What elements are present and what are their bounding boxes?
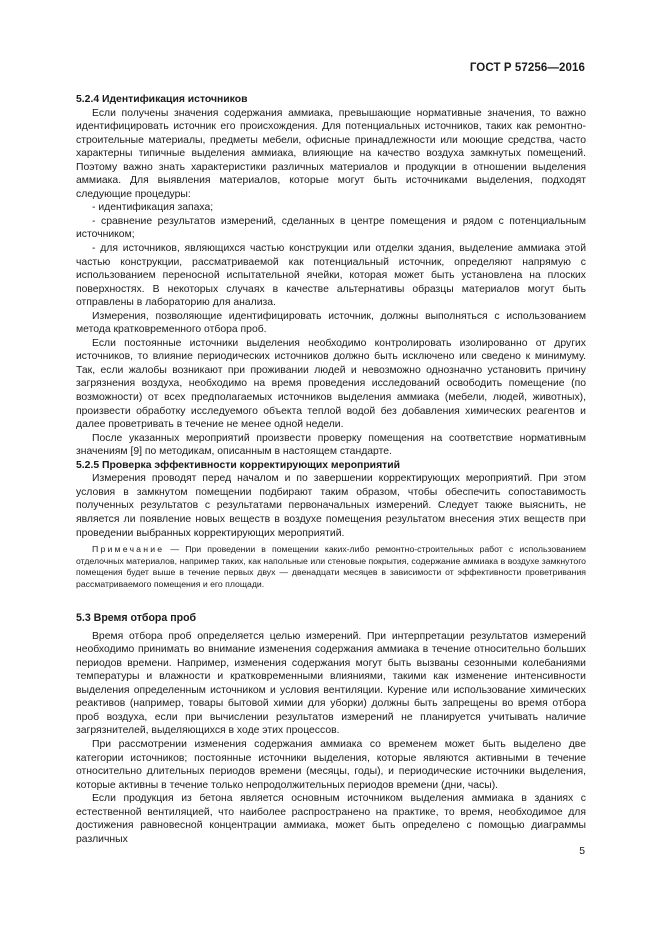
paragraph: Если постоянные источники выделения необходимо контролировать изолированно от других источников, то влияние периодических источников должно быть исключено или сведено к минимуму. Так, если жалобы возникают при проживании людей и невозможно однозначно установить причину загрязнения воздуха, необходимо на время проведения исследований освободить помещение (по возможности) от всех предполагаемых источников выделения аммиака (мебели, людей, животных), произвести обработку исследуемого объекта теплой водой без добавления химических реагентов и далее проветривать в течение не менее одной недели. — [76, 337, 586, 431]
list-item: - для источников, являющихся частью конструкции или отделки здания, выделение аммиака этой частью конструкции, рассматриваемой как потенциальный источник, определяют напрямую с использованием переносной испытательной ячейки, которая может быть установлена на плоских поверхностях. В некоторых случаях в качестве альтернативы образцы материалов могут быть отправлены в лабораторию для анализа. — [76, 243, 586, 309]
section-title-5-2-5: 5.2.5 Проверка эффективности корректирующих мероприятий — [76, 459, 400, 471]
standard-id: ГОСТ Р 57256—2016 — [469, 62, 585, 74]
paragraph: После указанных мероприятий произвести проверку помещения на соответствие нормативным значениям [9] по методикам, описанным в настоящем стандарте. — [76, 432, 586, 458]
list-item: - сравнение результатов измерений, сделанных в центре помещения и рядом с потенциальным источником; — [76, 215, 586, 241]
note — [76, 544, 586, 590]
paragraph: Время отбора проб определяется целью измерений. При интерпретации результатов измерений необходимо принимать во внимание изменения содержания аммиака в течение относительно больших периодов времени. Например, изменения содержания могут быть вызваны сезонными колебаниями температуры и влажности и кратковременными влияниями, такими как изменение интенсивности выделения определенным источником и условия вентиляции. Курение или использование химических реактивов (например, товары бытовой химии для уборки) должны быть запрещены во время отбора проб воздуха, если при вычислении результатов измерений не планируется учитывать наличие загрязнителей, выделяющихся в ходе этих процессов. — [76, 630, 586, 737]
section-title-5-3: 5.3 Время отбора проб — [76, 612, 197, 625]
list-item: - идентификация запаха; — [92, 202, 214, 214]
paragraph: При рассмотрении изменения содержания аммиака со временем может быть выделено две категории источников; постоянные источники выделения, которые являются активными в течение относительно длительных периодов времени (месяцы, годы), и периодические источники выделения, которые активны в течение только непродолжительных периодов времени (дни, часы). — [76, 738, 586, 791]
note-text: — При проведении в помещении каких-либо ремонтно-строительных работ с использованием отделочных материалов, например таких, как напольные или стеновые покрытия, содержание аммиака в воздухе замкнутого помещения будет выше в течение первых двух — двенадцати месяцев в зависимости от эффективности проветривания рассматриваемого помещения и его площади. — [76, 544, 586, 589]
page-number: 5 — [579, 846, 585, 857]
paragraph: Измерения проводят перед началом и по завершении корректирующих мероприятий. При этом условия в замкнутом помещении подбирают таким образом, чтобы обеспечить сопоставимость полученных результатов с результатами первоначальных измерений. Следует также выяснить, не является ли появление новых веществ в воздухе помещения результатом внесения этих веществ при проведении выбранных корректирующих мероприятий. — [76, 473, 586, 539]
paragraph: Измерения, позволяющие идентифицировать источник, должны выполняться с использованием метода кратковременного отбора проб. — [76, 310, 586, 336]
document-body — [76, 93, 586, 846]
section-title-5-2-4: 5.2.4 Идентификация источников — [76, 94, 248, 105]
note-label: Примечание — [92, 544, 165, 555]
paragraph: Если получены значения содержания аммиака, превышающие нормативные значения, то важно идентифицировать источник его происхождения. Для потенциальных источников, таких как ремонтно-строительные материалы, предметы мебели, офисные принадлежности или моющие средства, часто характерны типичные выделения аммиака, влияющие на качество воздуха замкнутых помещений. Поэтому важно знать характеристики различных материалов и продукции в отношении выделения аммиака. Для выявления материалов, которые могут быть источниками выделения, подходят следующие процедуры: — [76, 107, 586, 200]
paragraph: Если продукция из бетона является основным источником выделения аммиака в зданиях с естественной вентиляцией, что наиболее распространено на практике, то время, необходимое для достижения равновесной концентрации аммиака, может быть определено с помощью диаграммы различных — [76, 793, 586, 845]
